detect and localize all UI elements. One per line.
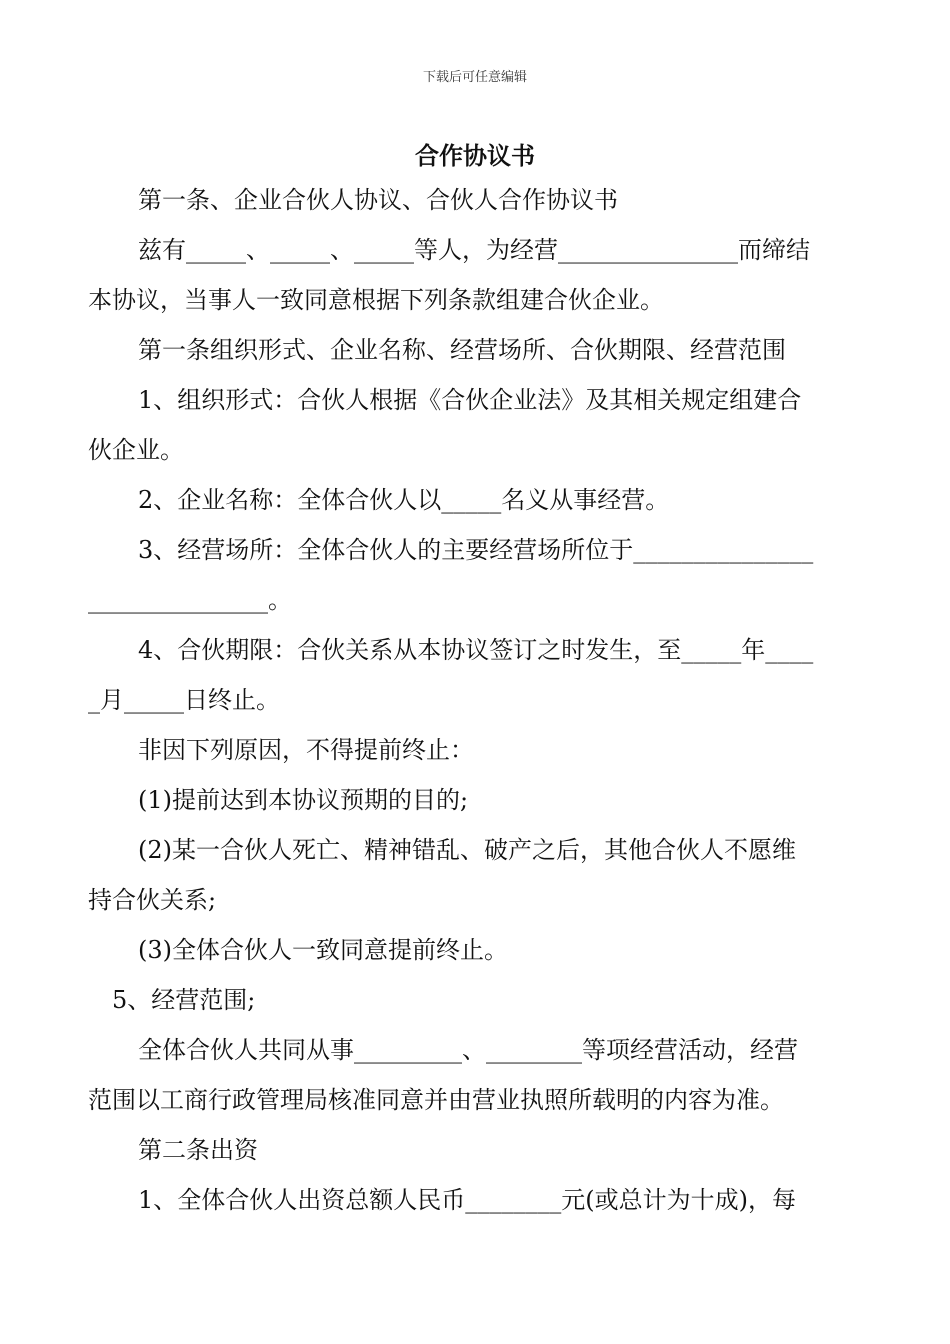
paragraph-line: _月_____日终止。 [88, 686, 280, 714]
paragraph-line: 5、经营范围; [112, 986, 256, 1014]
paragraph-line: (2)某一合伙人死亡、精神错乱、破产之后，其他合伙人不愿维 [138, 836, 796, 864]
paragraph-line: 第二条出资 [138, 1136, 258, 1164]
paragraph-line: 非因下列原因，不得提前终止： [138, 736, 474, 764]
paragraph-line: (3)全体合伙人一致同意提前终止。 [138, 936, 508, 964]
paragraph-line: 3、经营场所：全体合伙人的主要经营场所位于_______________ [138, 536, 814, 564]
paragraph-line: 4、合伙期限：合伙关系从本协议签订之时发生，至_____年____ [138, 636, 814, 664]
paragraph-line: 全体合伙人共同从事_________、________等项经营活动，经营 [138, 1036, 798, 1064]
document-title: 合作协议书 [415, 141, 535, 170]
paragraph-line: 2、企业名称：全体合伙人以_____名义从事经营。 [138, 486, 670, 514]
paragraph-line: 1、全体合伙人出资总额人民币________元(或总计为十成)，每 [138, 1186, 796, 1214]
paragraph-line: 兹有_____、_____、_____等人，为经营_______________而缔结 [138, 236, 810, 264]
paragraph-line: (1)提前达到本协议预期的目的; [138, 786, 469, 814]
paragraph-line: 1、组织形式：合伙人根据《合伙企业法》及其相关规定组建合 [138, 386, 802, 414]
paragraph-line: 第一条组织形式、企业名称、经营场所、合伙期限、经营范围 [138, 336, 786, 364]
paragraph-line: 伙企业。 [88, 436, 184, 464]
paragraph-line: 第一条、企业合伙人协议、合伙人合作协议书 [138, 186, 618, 214]
paragraph-line: 持合伙关系; [88, 886, 217, 914]
page-header: 下载后可任意编辑 [422, 70, 527, 85]
paragraph-line: 本协议，当事人一致同意根据下列条款组建合伙企业。 [88, 286, 664, 314]
paragraph-line: _______________。 [88, 586, 292, 614]
paragraph-line: 范围以工商行政管理局核准同意并由营业执照所载明的内容为准。 [88, 1086, 784, 1114]
